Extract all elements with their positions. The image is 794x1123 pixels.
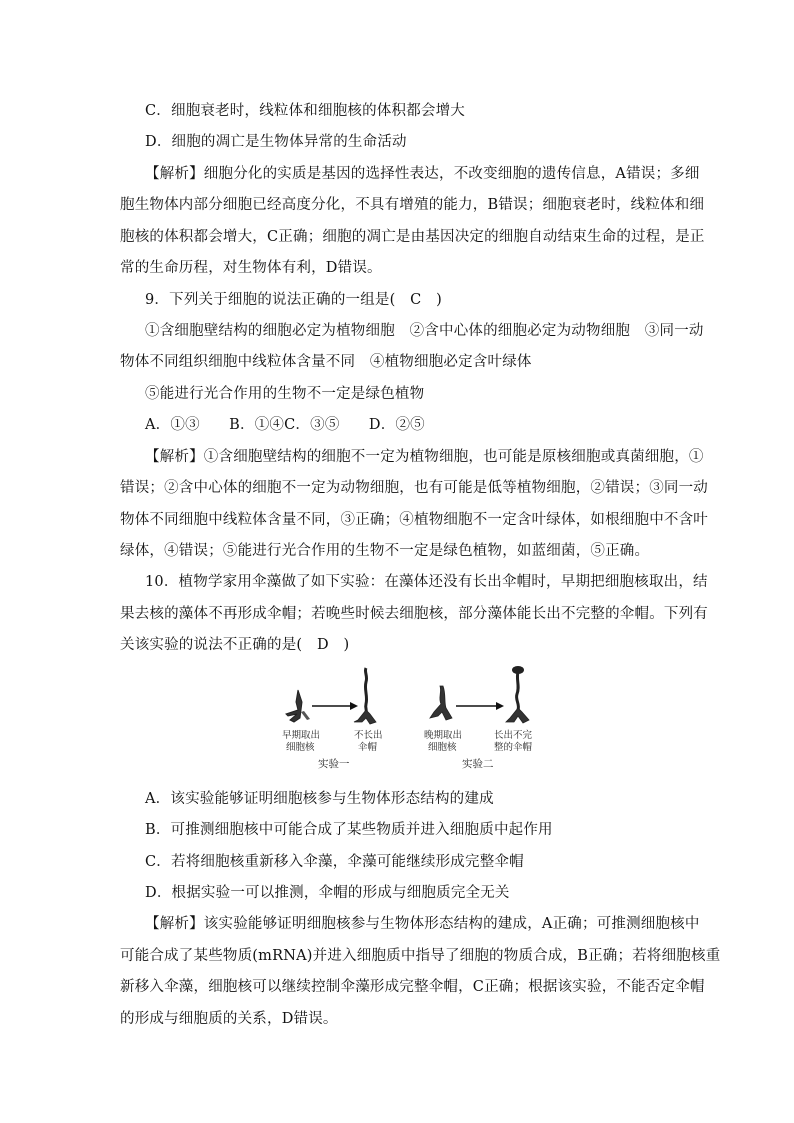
q10-analysis-line: 新移入伞藻，细胞核可以继续控制伞藻形成完整伞帽，C正确；根据该实验，不能否定伞帽 [120,979,705,995]
exp2-before-label: 晚期取出 [424,730,463,741]
q8-analysis-line: 【解析】细胞分化的实质是基因的选择性表达，不改变细胞的遗传信息，A错误；多细 [145,166,700,182]
q9-analysis-line: 错误；②含中心体的细胞不一定为动物细胞，也有可能是低等植物细胞，②错误；③同一动 [120,480,708,496]
acetabularia-experiment-figure [280,662,540,774]
q10-option-d: D．根据实验一可以推测，伞帽的形成与细胞质完全无关 [145,885,510,901]
q10-stem-line: 果去核的藻体不再形成伞帽；若晚些时候去细胞核，部分藻体能长出不完整的伞帽。下列有 [120,606,708,622]
q9-options: A．①③ B．①④C．③⑤ D．②⑤ [145,417,425,433]
q9-stem: 9．下列关于细胞的说法正确的一组是( C ) [145,292,443,308]
q8-analysis-line: 常的生命历程，对生物体有利，D错误。 [120,260,382,276]
q10-option-c: C．若将细胞核重新移入伞藻，伞藻可能继续形成完整伞帽 [145,854,524,870]
exp1-before-label: 早期取出 [282,730,321,741]
q8-analysis-line: 胞核的体积都会增大，C正确；细胞的凋亡是由基因决定的细胞自动结束生命的过程，是正 [120,229,705,245]
exp1-alga-before-icon [286,690,310,722]
q9-statement-line: ⑤能进行光合作用的生物不一定是绿色植物 [145,386,425,402]
exp2-after-label: 整的伞帽 [494,742,533,753]
exp1-after-label: 伞帽 [358,742,378,753]
exp2-after-label: 长出不完 [494,730,533,741]
q9-statement-line: 物体不同组织细胞中线粒体含量不同 ④植物细胞必定含叶绿体 [120,354,532,370]
q9-analysis-line: 【解析】①含细胞壁结构的细胞不一定为植物细胞，也可能是原核细胞或真菌细胞，① [145,449,704,465]
q10-analysis-line: 的形成与细胞质的关系，D错误。 [120,1011,338,1027]
q9-statement-line: ①含细胞壁结构的细胞必定为植物细胞 ②含中心体的细胞必定为动物细胞 ③同一动 [145,323,704,339]
q9-analysis-line: 绿体，④错误；⑤能进行光合作用的生物不一定是绿色植物，如蓝细菌，⑤正确。 [120,543,650,559]
exp2-alga-before-icon [430,686,452,720]
q10-stem-line: 10．植物学家用伞藻做了如下实验：在藻体还没有长出伞帽时，早期把细胞核取出，结 [145,574,708,590]
q10-analysis-line: 可能合成了某些物质(mRNA)并进入细胞质中指导了细胞的物质合成，B正确；若将细胞核重 [120,948,721,964]
exp1-arrow-icon [312,702,358,710]
experiment-diagram [280,662,540,774]
exp2-caption: 实验二 [462,758,494,770]
exp2-before-label: 细胞核 [428,742,457,753]
exp2-alga-after-icon [506,666,529,723]
exp2-arrow-icon [456,702,504,710]
exp1-after-label: 不长出 [354,730,383,741]
q10-option-a: A．该实验能够证明细胞核参与生物体形态结构的建成 [145,791,494,807]
exp1-caption: 实验一 [318,758,350,770]
q8-analysis-line: 胞生物体内部分细胞已经高度分化，不具有增殖的能力，B错误；细胞衰老时，线粒体和细 [120,197,705,213]
q8-option-c: C．细胞衰老时，线粒体和细胞核的体积都会增大 [145,103,465,119]
q10-analysis-line: 【解析】该实验能够证明细胞核参与生物体形态结构的建成，A正确；可推测细胞核中 [145,916,700,932]
q10-stem-line: 关该实验的说法不正确的是( D ) [120,637,350,653]
q9-analysis-line: 物体不同细胞中线粒体含量不同，③正确；④植物细胞不一定含叶绿体，如根细胞中不含叶 [120,512,708,528]
q10-option-b: B．可推测细胞核中可能合成了某些物质并进入细胞质中起作用 [145,822,553,838]
exp1-alga-after-icon [354,668,376,724]
exp1-before-label: 细胞核 [286,742,315,753]
q8-option-d: D．细胞的凋亡是生物体异常的生命活动 [145,134,407,150]
